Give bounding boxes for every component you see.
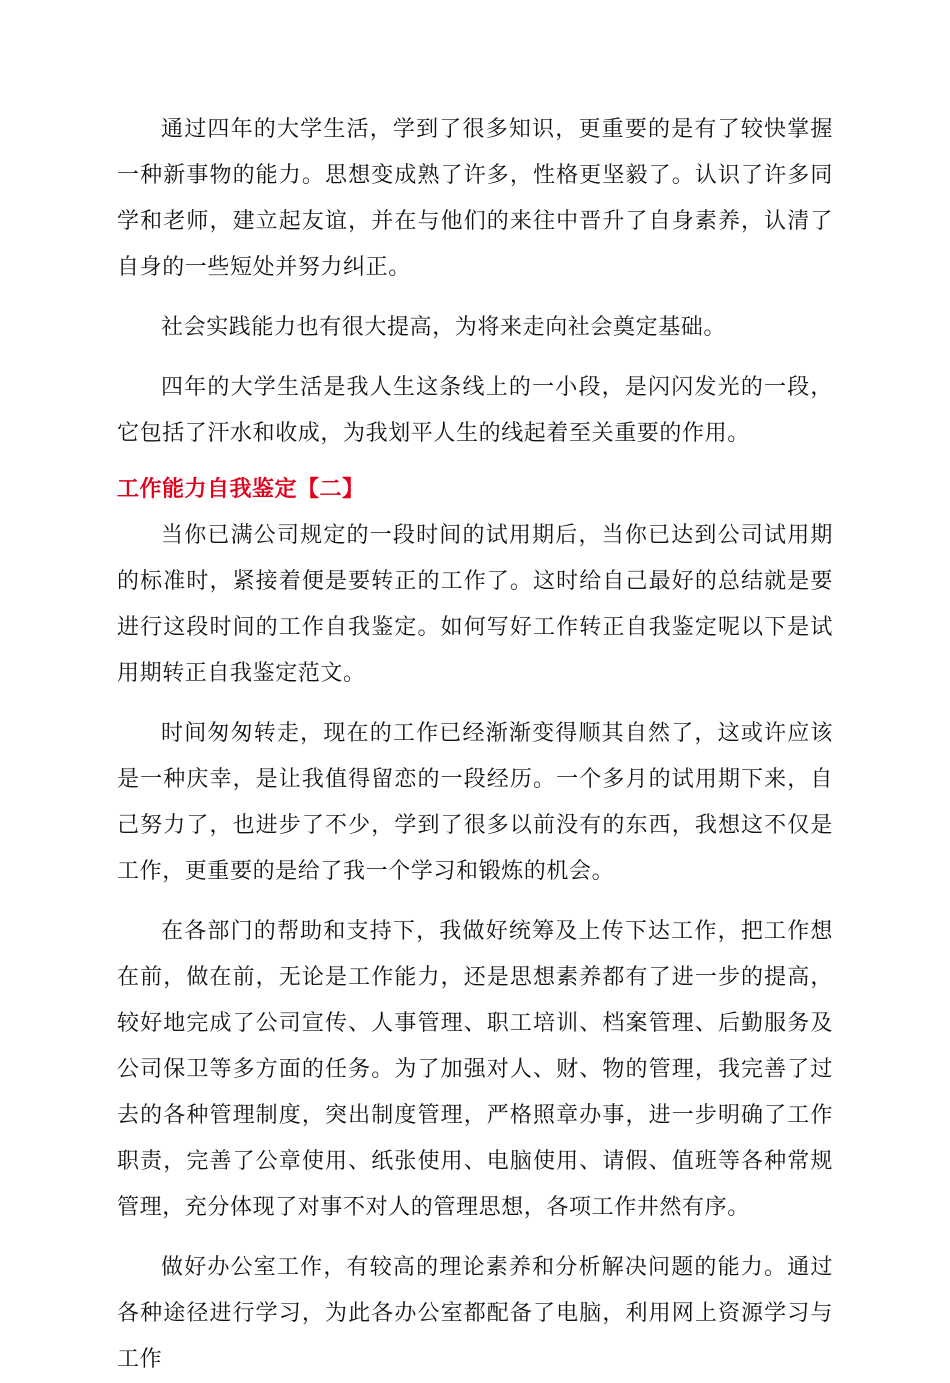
paragraph-time-passes: 时间匆匆转走，现在的工作已经渐渐变得顺其自然了，这或许应该是一种庆幸，是让我值得留恋的一段经历。一个多月的试用期下来，自己努力了，也进步了不少，学到了很多以前没有的东西，我想这不仅是工作，更重要的是给了我一个学习和锻炼的机会。: [117, 721, 833, 884]
paragraph-four-years: 四年的大学生活是我人生这条线上的一小段，是闪闪发光的一段，它包括了汗水和收成，为我划平人生的线起着至关重要的作用。: [117, 375, 833, 446]
paragraph-university-knowledge: 通过四年的大学生活，学到了很多知识，更重要的是有了较快掌握一种新事物的能力。思想变成熟了许多，性格更坚毅了。认识了许多同学和老师，建立起友谊，并在与他们的来往中晋升了自身素养，认清了自身的一些短处并努力纠正。: [117, 117, 833, 280]
document-page: [117, 107, 833, 1383]
paragraph-social-practice: 社会实践能力也有很大提高，为将来走向社会奠定基础。: [161, 315, 727, 340]
paragraph-department-support: 在各部门的帮助和支持下，我做好统筹及上传下达工作，把工作想在前，做在前，无论是工作能力，还是思想素养都有了进一步的提高，较好地完成了公司宣传、人事管理、职工培训、档案管理、后勤服务及公司保卫等多方面的任务。为了加强对人、财、物的管理，我完善了过去的各种管理制度，突出制度管理，严格照章办事，进一步明确了工作职责，完善了公章使用、纸张使用、电脑使用、请假、值班等各种常规管理，充分体现了对事不对人的管理思想，各项工作井然有序。: [117, 919, 833, 1220]
paragraph-probation-intro: 当你已满公司规定的一段时间的试用期后，当你已达到公司试用期的标准时，紧接着便是要转正的工作了。这时给自己最好的总结就是要进行这段时间的工作自我鉴定。如何写好工作转正自我鉴定呢以下是试用期转正自我鉴定范文。: [117, 523, 833, 686]
section-heading: 工作能力自我鉴定【二】: [117, 477, 365, 502]
paragraph-office-work: 做好办公室工作，有较高的理论素养和分析解决问题的能力。通过各种途径进行学习，为此各办公室都配备了电脑，利用网上资源学习与工作: [117, 1255, 833, 1372]
